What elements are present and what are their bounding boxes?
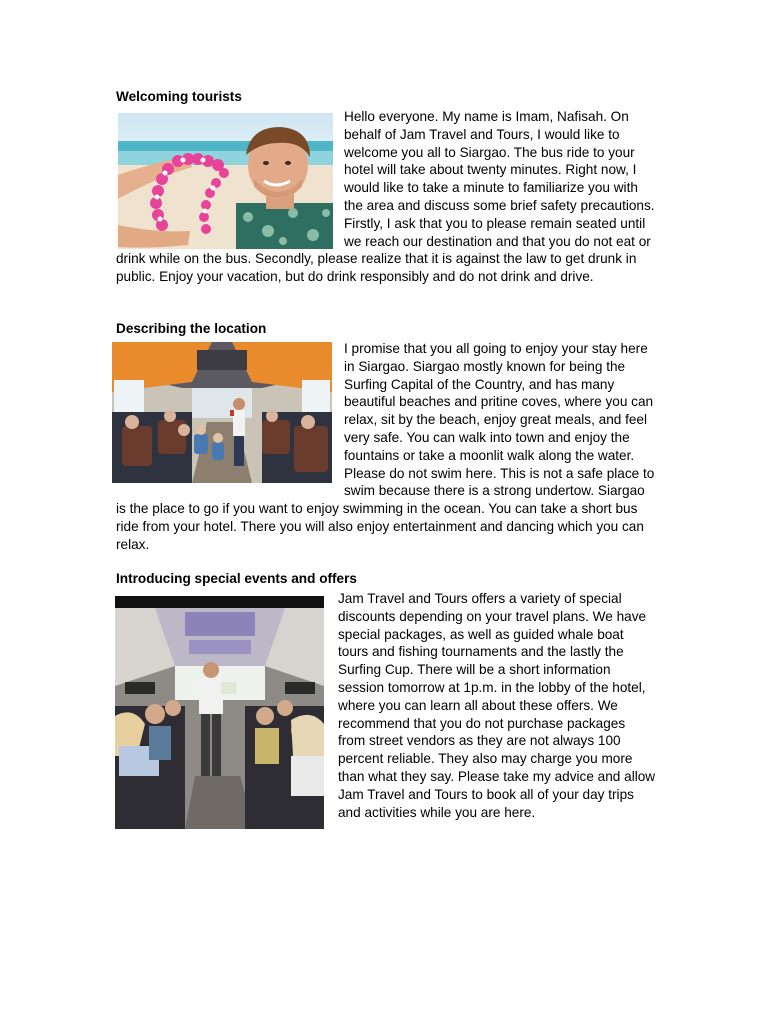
tour-guide-speaking-photo bbox=[115, 596, 324, 829]
tourist-lei-photo bbox=[118, 113, 333, 249]
section-heading: Describing the location bbox=[116, 321, 267, 336]
bus-interior-guide-photo bbox=[112, 342, 332, 483]
section-body: I promise that you all going to enjoy your stay here in Siargao. Siargao mostly known for being the Surfing Capital of the Country, and has many beautiful beaches and pritine coves, where you can relax, sit by the beach, enjoy great meals, and feel very safe. You can walk into town and enjoy the fountains or take a moonlit walk along the water. Please do not swim here. This is not a safe place to swim because there is a strong undertow. Siargao is the place to go if you want to enjoy swimming in the ocean. You can take a short bus ride from your hotel. There you will also enjoy entertainment and dancing which you can relax. bbox=[116, 341, 655, 552]
section-heading: Welcoming tourists bbox=[116, 89, 242, 104]
section-body: Hello everyone. My name is Imam, Nafisah. On behalf of Jam Travel and Tours, I would like to welcome you all to Siargao. The bus ride to your hotel will take about twenty minutes. Right now, I would like to take a minute to familiarize you with the area and discuss some brief safety precautions. Firstly, I ask that you to please remain seated until we reach our destination and that you do not eat or drink while on the bus. Secondly, please realize that it is against the law to get drunk in public. Enjoy your vacation, but do drink responsibly and do not drink and drive. bbox=[116, 109, 655, 285]
section-special-events bbox=[116, 570, 656, 829]
section-describing-location bbox=[116, 320, 656, 554]
section-body: Jam Travel and Tours offers a variety of special discounts depending on your travel plans. We have special packages, as well as guided whale boat tours and fishing tournaments and the lastly the Surfing Cup. There will be a short information session tomorrow at 1p.m. in the lobby of the hotel, where you can learn all about these offers. We recommend that you do not purchase packages from street vendors as they are not always 100 percent reliable. They also may charge you more than what they say. Please take my advice and allow Jam Travel and Tours to book all of your day trips and activities while you are here. bbox=[338, 591, 656, 820]
section-heading: Introducing special events and offers bbox=[116, 571, 357, 586]
section-welcoming-tourists bbox=[116, 88, 656, 286]
